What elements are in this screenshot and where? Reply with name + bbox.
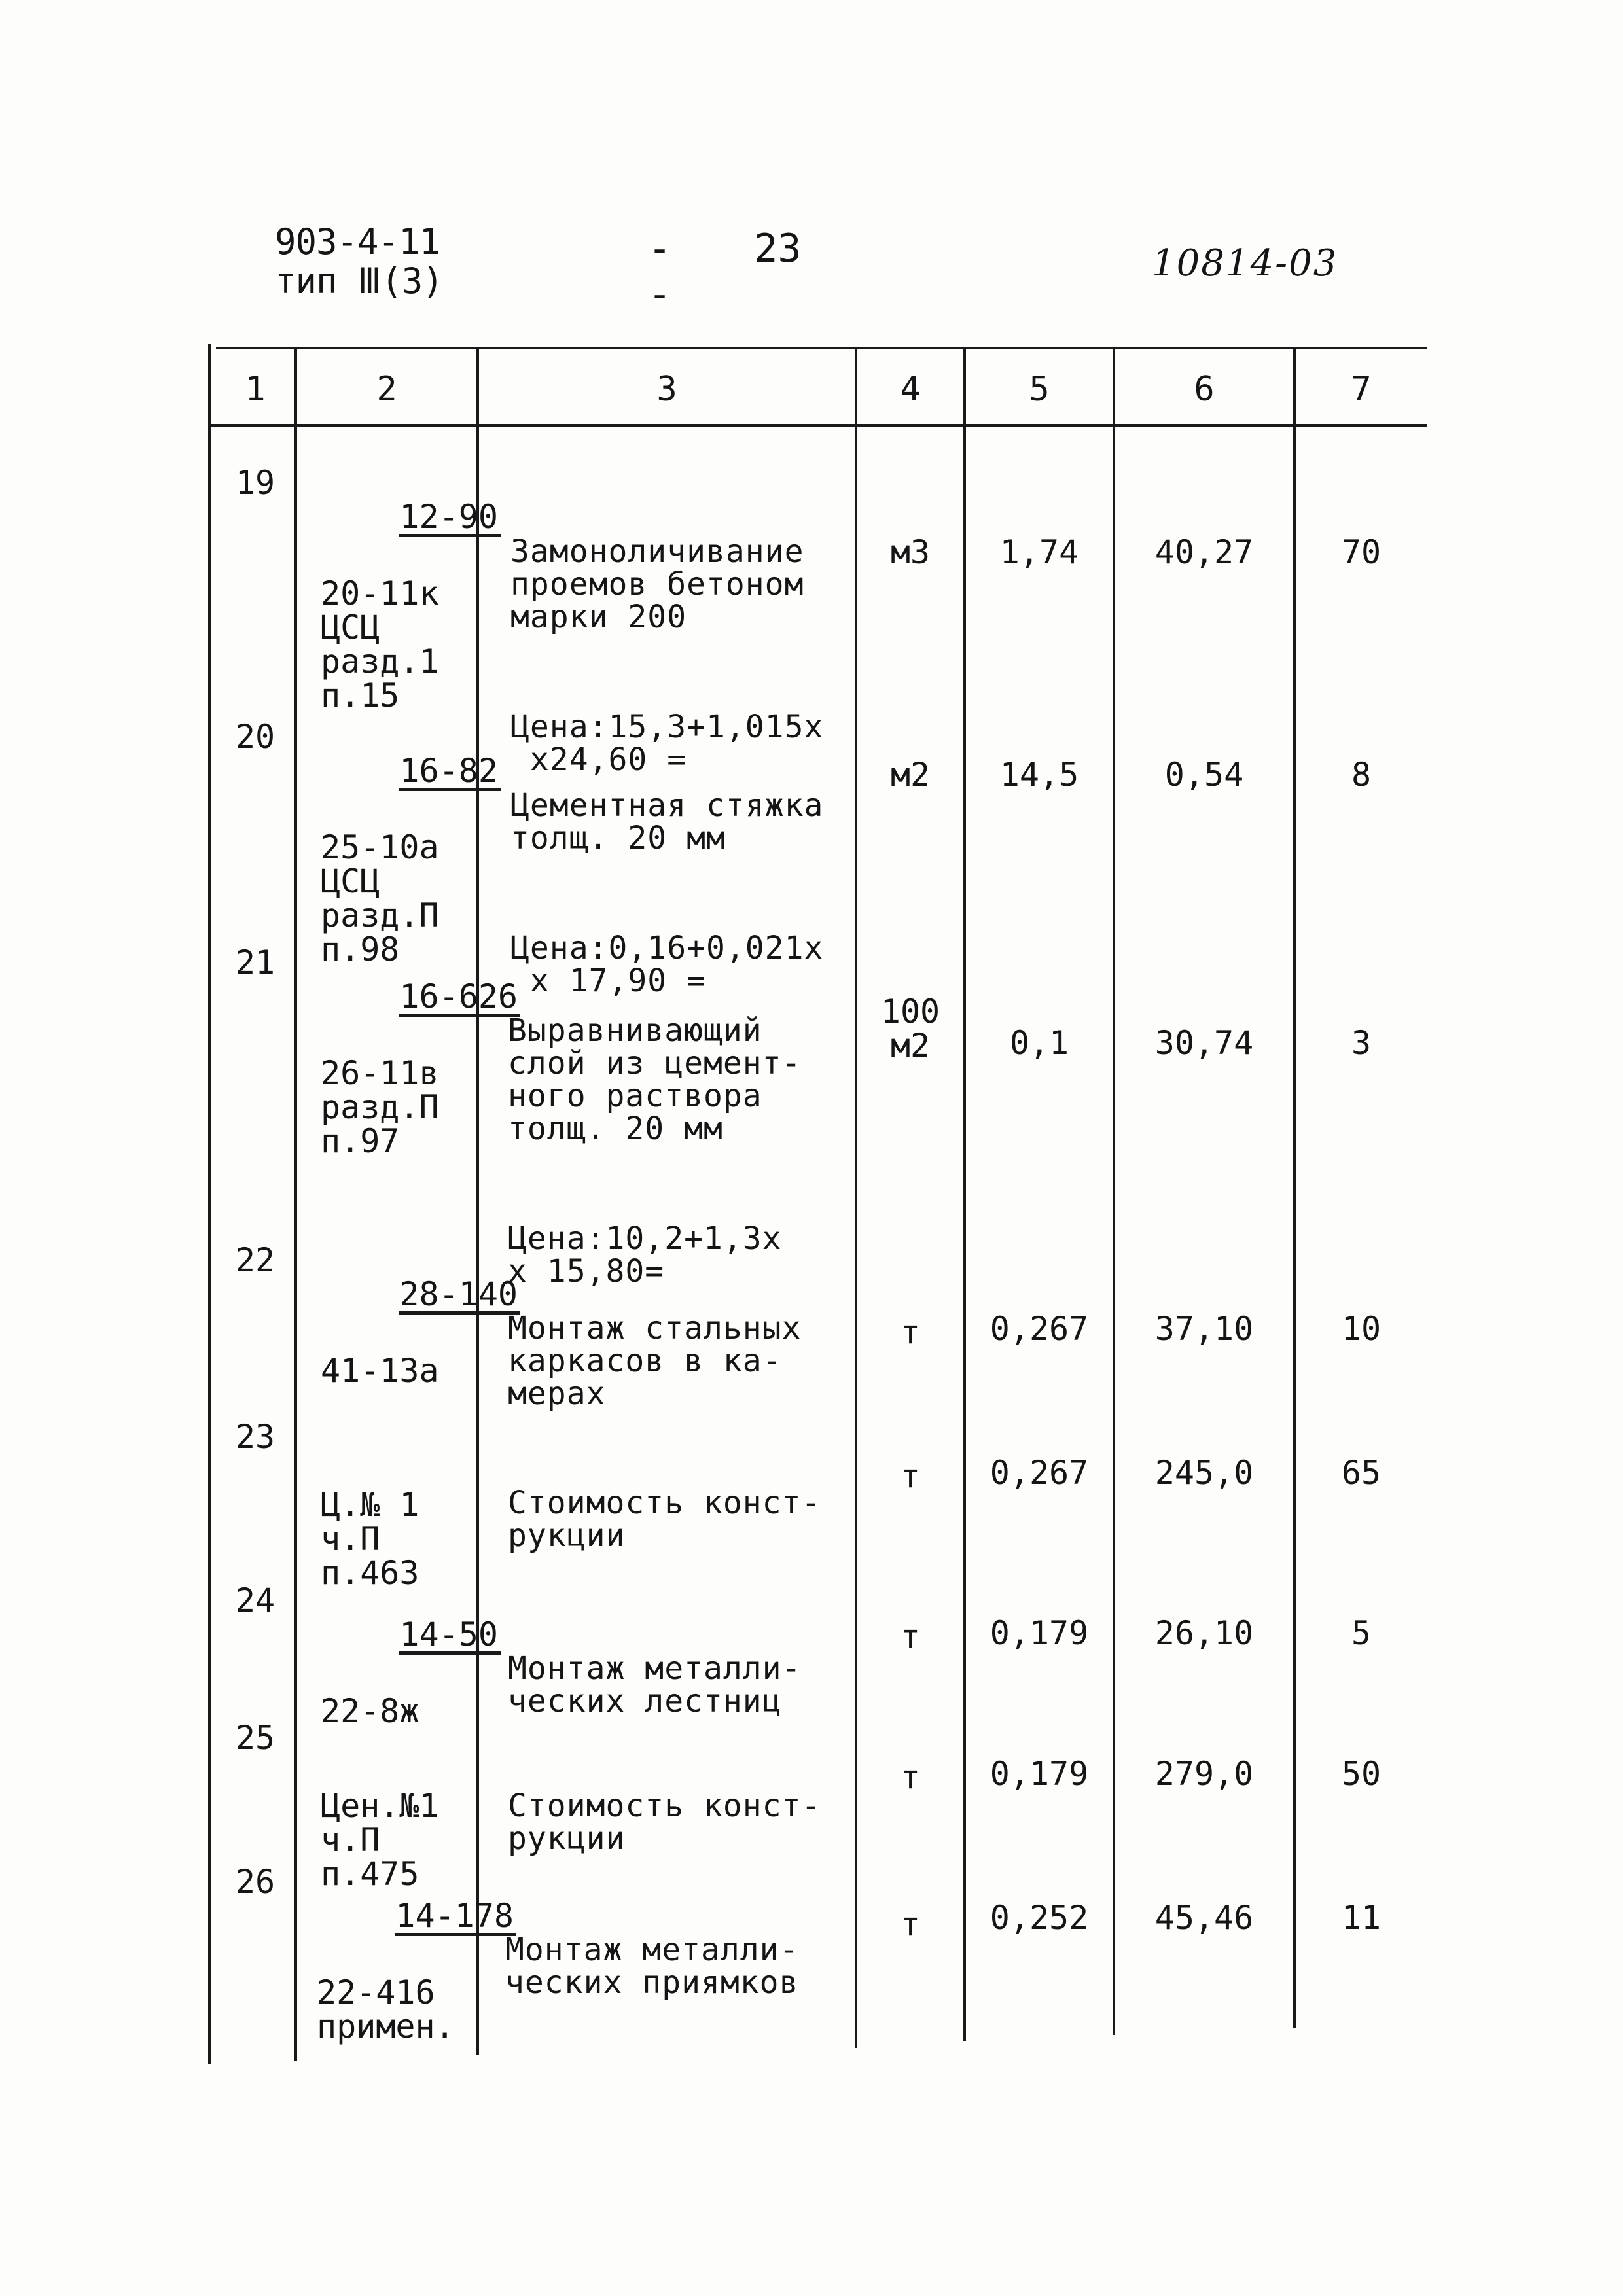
- column-divider-left: [208, 344, 211, 2064]
- work-description: [505, 1868, 798, 2064]
- total-cost: 65: [1341, 1454, 1382, 1492]
- norm-code-primary: 14-178: [395, 1899, 516, 1936]
- quantity: 0,267: [990, 1310, 1089, 1348]
- norm-code-primary: 16-626: [399, 980, 520, 1017]
- unit: м3: [890, 533, 931, 571]
- column-header-7: 7: [1351, 370, 1372, 409]
- work-description-text: Выравнивающий слой из цемент- ного раствора толщ. 20 мм: [508, 1012, 802, 1147]
- total-cost: 11: [1341, 1899, 1382, 1937]
- norm-code-secondary: 22-8ж: [321, 1692, 419, 1730]
- norm-code-secondary: 25-10а ЦСЦ разд.П п.98: [321, 828, 439, 968]
- work-description-text: Монтаж металли- ческих лестниц: [508, 1650, 802, 1720]
- page-dash-left: -: [648, 226, 672, 272]
- column-header-5: 5: [1029, 370, 1050, 409]
- column-divider-1: [294, 347, 297, 2061]
- norm-code-primary: 14-50: [399, 1617, 501, 1655]
- row-number: 21: [235, 944, 276, 981]
- work-description-text: Монтаж металли- ческих приямков: [505, 1932, 799, 2001]
- unit-cost: 40,27: [1154, 533, 1254, 571]
- unit-cost: 279,0: [1154, 1755, 1254, 1793]
- quantity: 0,179: [990, 1755, 1089, 1793]
- total-cost: 8: [1351, 756, 1372, 794]
- norm-code-primary: 16-82: [399, 754, 501, 791]
- total-cost: 70: [1341, 533, 1382, 571]
- norm-code-secondary: Цен.№1 ч.П п.475: [321, 1787, 439, 1893]
- unit-cost: 26,10: [1154, 1614, 1254, 1652]
- norm-code-primary: 28-140: [399, 1277, 520, 1315]
- work-description-text: Замоноличивание проемов бетоном марки 200: [510, 533, 804, 635]
- total-cost: 50: [1341, 1755, 1382, 1793]
- quantity: 0,252: [990, 1899, 1089, 1937]
- norm-code-secondary: Ц.№ 1 ч.П п.463: [321, 1486, 419, 1592]
- quantity: 0,1: [1009, 1024, 1069, 1062]
- document-number: 10814-03: [1152, 242, 1338, 285]
- unit-cost: 37,10: [1154, 1310, 1254, 1348]
- unit-cost: 45,46: [1154, 1899, 1254, 1937]
- price-formula: Цена:15,3+1,015х х24,60 =: [510, 709, 824, 778]
- document-code: [275, 222, 443, 301]
- quantity: 14,5: [999, 756, 1079, 794]
- work-description-text: Стоимость конст- рукции: [508, 1788, 821, 1857]
- column-header-2: 2: [376, 370, 397, 409]
- document-code-line2: тип Ⅲ(3): [275, 260, 443, 302]
- total-cost: 5: [1351, 1614, 1372, 1652]
- price-formula: Цена:10,2+1,3х х 15,80=: [508, 1220, 782, 1290]
- row-number: 25: [235, 1719, 276, 1757]
- unit-cost: 0,54: [1164, 756, 1244, 794]
- row-number: 23: [235, 1418, 276, 1456]
- row-number: 22: [235, 1241, 276, 1279]
- norm-code: [321, 945, 520, 1226]
- quantity: 0,179: [990, 1614, 1089, 1652]
- norm-code: [317, 1865, 516, 2111]
- unit: м2: [890, 756, 931, 794]
- norm-code-secondary: 20-11к ЦСЦ разд.1 п.15: [321, 574, 439, 715]
- column-header-6: 6: [1194, 370, 1215, 409]
- price-formula: Цена:0,16+0,021х х 17,90 =: [510, 930, 824, 999]
- norm-code-secondary: 26-11в разд.П п.97: [321, 1054, 439, 1160]
- column-header-1: 1: [245, 370, 266, 409]
- page-dash-right: -: [648, 272, 672, 317]
- document-code-line1: 903-4-11: [275, 221, 440, 262]
- work-description-text: Стоимость конст- рукции: [508, 1485, 821, 1554]
- unit: т: [900, 1457, 921, 1495]
- total-cost: 3: [1351, 1024, 1372, 1062]
- quantity: 1,74: [999, 533, 1079, 571]
- work-description-text: Монтаж стальных каркасов в ка- мерах: [508, 1310, 802, 1412]
- unit: т: [900, 1905, 921, 1943]
- table-header-divider: [208, 424, 1427, 427]
- row-number: 26: [235, 1863, 276, 1901]
- page-number: 23: [754, 226, 802, 272]
- norm-code-secondary: 41-13а: [321, 1352, 439, 1390]
- page-number-block: [648, 226, 883, 317]
- column-header-3: 3: [656, 370, 677, 409]
- work-description-text: Цементная стяжка толщ. 20 мм: [510, 787, 824, 857]
- column-header-4: 4: [900, 370, 921, 409]
- norm-code-primary: 12-90: [399, 500, 501, 537]
- unit: т: [900, 1617, 921, 1655]
- row-number: 19: [235, 464, 276, 502]
- unit: 100 м2: [880, 993, 940, 1065]
- quantity: 0,267: [990, 1454, 1089, 1492]
- total-cost: 10: [1341, 1310, 1382, 1348]
- table-top-border: [216, 347, 1427, 349]
- unit-cost: 245,0: [1154, 1454, 1254, 1492]
- unit-cost: 30,74: [1154, 1024, 1254, 1062]
- row-number: 20: [235, 718, 276, 756]
- row-number: 24: [235, 1581, 276, 1619]
- unit: т: [900, 1758, 921, 1796]
- norm-code-secondary: 22-416 примен.: [317, 1973, 455, 2045]
- unit: т: [900, 1313, 921, 1351]
